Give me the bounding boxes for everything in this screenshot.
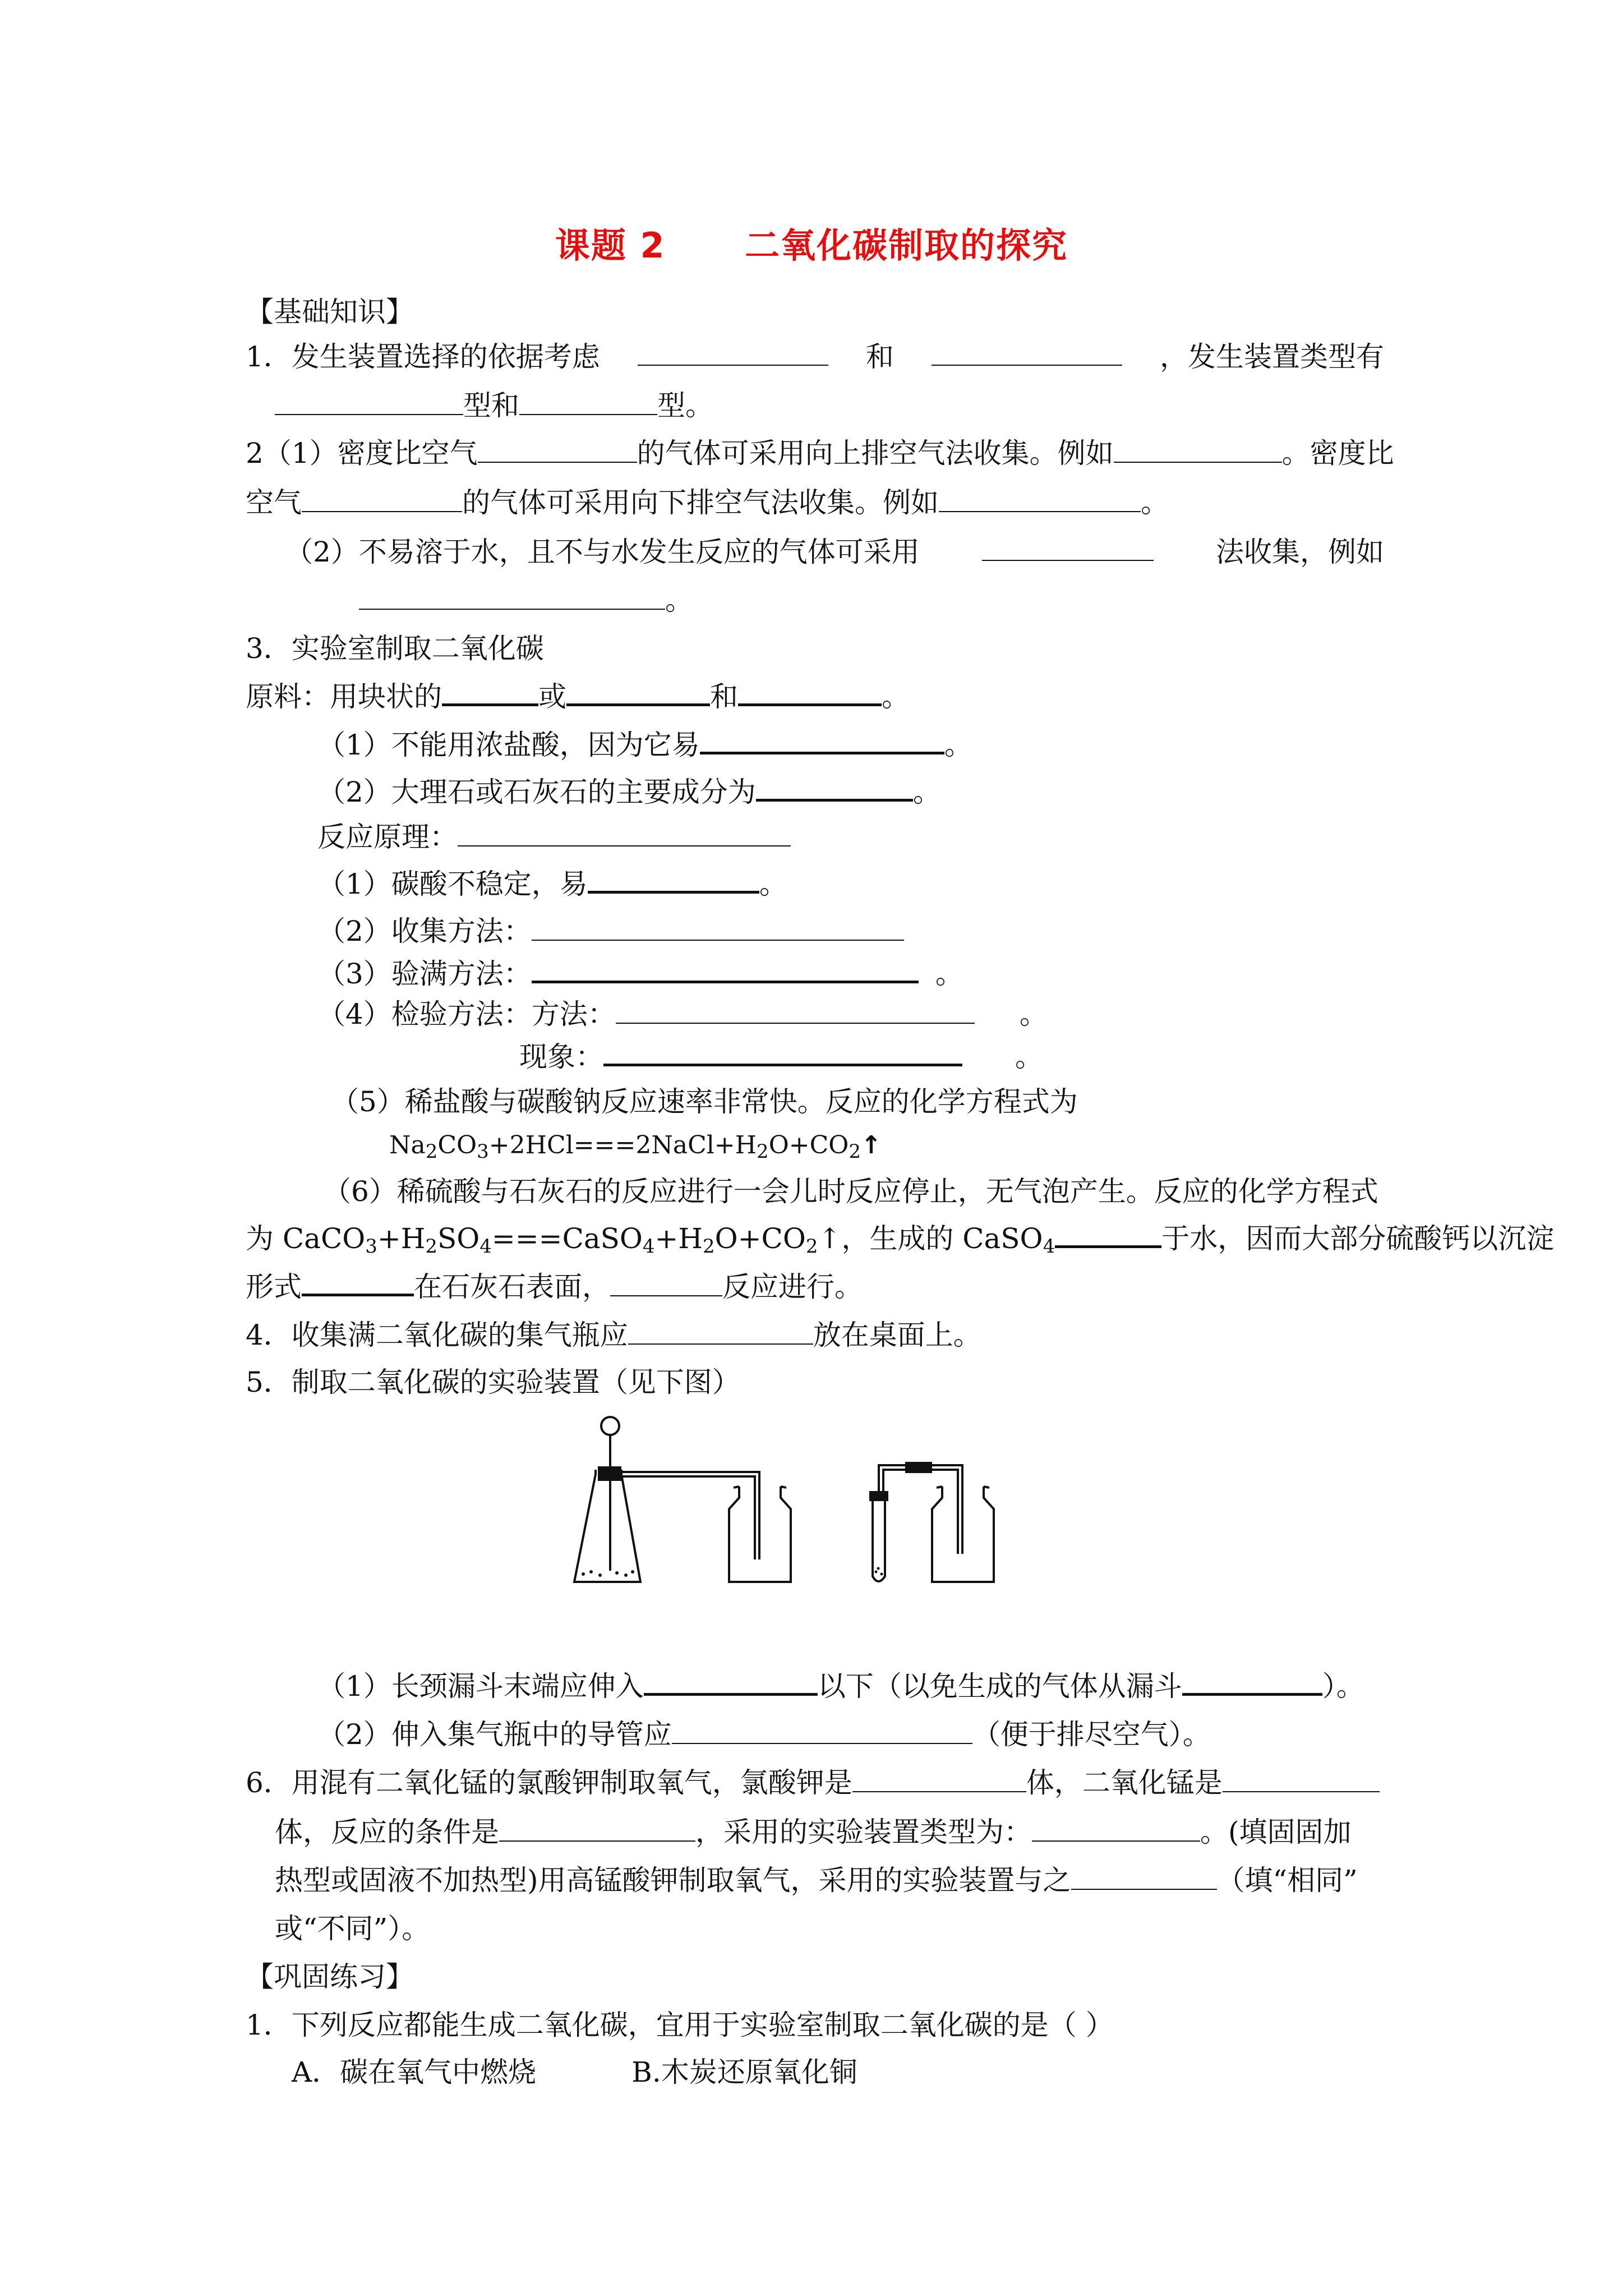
q5-item1: （1）长颈漏斗末端应伸入 以下（以免生成的气体从漏斗 ）。 xyxy=(317,1668,1364,1703)
q3-heading: 3．实验室制取二氧化碳 xyxy=(246,632,544,665)
blank[interactable] xyxy=(499,1816,695,1842)
q6-line4: 或“不同”）。 xyxy=(275,1912,430,1945)
q3-r6: （6）稀硫酸与石灰石的反应进行一会儿时反应停止，无气泡产生。反应的化学方程式 xyxy=(323,1175,1378,1208)
blank[interactable] xyxy=(756,774,913,802)
blank[interactable] xyxy=(610,1271,722,1296)
blank[interactable] xyxy=(1055,1221,1161,1248)
apparatus-diagram xyxy=(561,1414,1043,1604)
blank[interactable] xyxy=(932,340,1122,366)
q3-item2: （2）大理石或石灰石的主要成分为 。 xyxy=(317,774,941,809)
option-a[interactable]: A．碳在氧气中燃烧 xyxy=(292,2056,537,2088)
q3-r4-phenomenon: 现象： 。 xyxy=(519,1039,1043,1074)
q6-line2: 体，反应的条件是 ，采用的实验装置类型为： 。(填固固加 xyxy=(275,1816,1352,1848)
blank[interactable] xyxy=(638,340,828,366)
equation-caco3: 为 $CaCO_3+H_2SO_4===CaSO_4+H_2O+CO_2↑$，生成的 CaSO$_4$ 于水，因而大部分硫酸钙以沉淀 xyxy=(246,1221,1554,1263)
q3-r4: （4）检验方法：方法： 。 xyxy=(317,998,1048,1030)
blank[interactable] xyxy=(302,486,462,512)
blank[interactable] xyxy=(532,915,904,941)
blank[interactable] xyxy=(1032,1816,1200,1842)
blank[interactable] xyxy=(1182,1668,1322,1696)
blank[interactable] xyxy=(519,389,657,415)
q2-line3: （2）不易溶于水，且不与水发生反应的气体可采用 法收集，例如 xyxy=(285,536,1384,568)
blank[interactable] xyxy=(644,1668,818,1696)
conical-flask-apparatus xyxy=(574,1417,759,1582)
q2-line2: 空气 的气体可采用向下排空气法收集。例如 。 xyxy=(246,486,1169,519)
q3-principle: 反应原理： xyxy=(317,820,791,854)
blank[interactable] xyxy=(588,866,759,894)
blank[interactable] xyxy=(628,1319,813,1345)
blank[interactable] xyxy=(275,389,463,415)
blank[interactable] xyxy=(738,679,882,706)
blank[interactable] xyxy=(1071,1864,1217,1890)
practice-q1-options xyxy=(292,2055,857,2089)
blank[interactable] xyxy=(700,727,944,754)
q2-line1: 2（1）密度比空气 的气体可采用向上排空气法收集。例如 。密度比 xyxy=(246,437,1394,470)
equation-na2co3: $Na_2CO_3+2HCl===2NaCl+H_2O+CO_2↑$ xyxy=(389,1131,882,1163)
blank[interactable] xyxy=(616,998,975,1024)
blank[interactable] xyxy=(1114,437,1282,463)
blank[interactable] xyxy=(302,1269,414,1296)
blank[interactable] xyxy=(442,679,538,706)
blank[interactable] xyxy=(359,584,665,610)
blank[interactable] xyxy=(939,486,1141,512)
blank[interactable] xyxy=(566,679,710,706)
option-b[interactable]: B.木炭还原氧化铜 xyxy=(631,2056,857,2088)
q3-r3: （3）验满方法： 。 xyxy=(317,956,963,991)
q6-line1: 6．用混有二氧化锰的氯酸钾制取氧气，氯酸钾是 体，二氧化锰是 xyxy=(246,1766,1380,1800)
blank[interactable] xyxy=(982,535,1154,561)
q2-line4: 。 xyxy=(359,583,693,617)
page-title: 课题 2 二氧化碳制取的探究 xyxy=(555,225,1068,266)
section-practice: 【巩固练习】 xyxy=(246,1961,414,1993)
blank[interactable] xyxy=(458,821,791,846)
blank[interactable] xyxy=(1223,1766,1380,1792)
test-tube-apparatus xyxy=(870,1463,962,1581)
q3-r5: （5）稀盐酸与碳酸钠反应速率非常快。反应的化学方程式为 xyxy=(331,1085,1078,1118)
q1-line2: 型和 型。 xyxy=(275,389,713,422)
practice-q1: 1．下列反应都能生成二氧化碳，宜用于实验室制取二氧化碳的是（ ） xyxy=(246,2009,1114,2041)
q5-heading: 5．制取二氧化碳的实验装置（见下图） xyxy=(246,1366,740,1398)
q4: 4．收集满二氧化碳的集气瓶应 放在桌面上。 xyxy=(246,1319,981,1351)
q6-line3: 热型或固液不加热型)用高锰酸钾制取氧气，采用的实验装置与之 （填“相同” xyxy=(275,1864,1358,1897)
blank[interactable] xyxy=(532,956,919,983)
blank[interactable] xyxy=(672,1718,972,1744)
q3-raw-materials: 原料：用块状的 或 和 。 xyxy=(246,679,910,714)
q5-item2: （2）伸入集气瓶中的导管应 （便于排尽空气）。 xyxy=(317,1718,1211,1751)
blank[interactable] xyxy=(852,1766,1026,1792)
q3-r6-cont: 形式 在石灰石表面， 反应进行。 xyxy=(246,1269,863,1304)
q3-r2: （2）收集方法： xyxy=(317,914,904,948)
blank[interactable] xyxy=(603,1039,962,1066)
section-basic-knowledge: 【基础知识】 xyxy=(246,296,414,328)
blank[interactable] xyxy=(478,437,637,463)
q3-r1: （1）碳酸不稳定，易 。 xyxy=(317,866,787,901)
q3-item1: （1）不能用浓盐酸，因为它易 。 xyxy=(317,727,972,762)
q1-line1: 1．发生装置选择的依据考虑 和 ，发生装置类型有 xyxy=(246,341,1384,373)
